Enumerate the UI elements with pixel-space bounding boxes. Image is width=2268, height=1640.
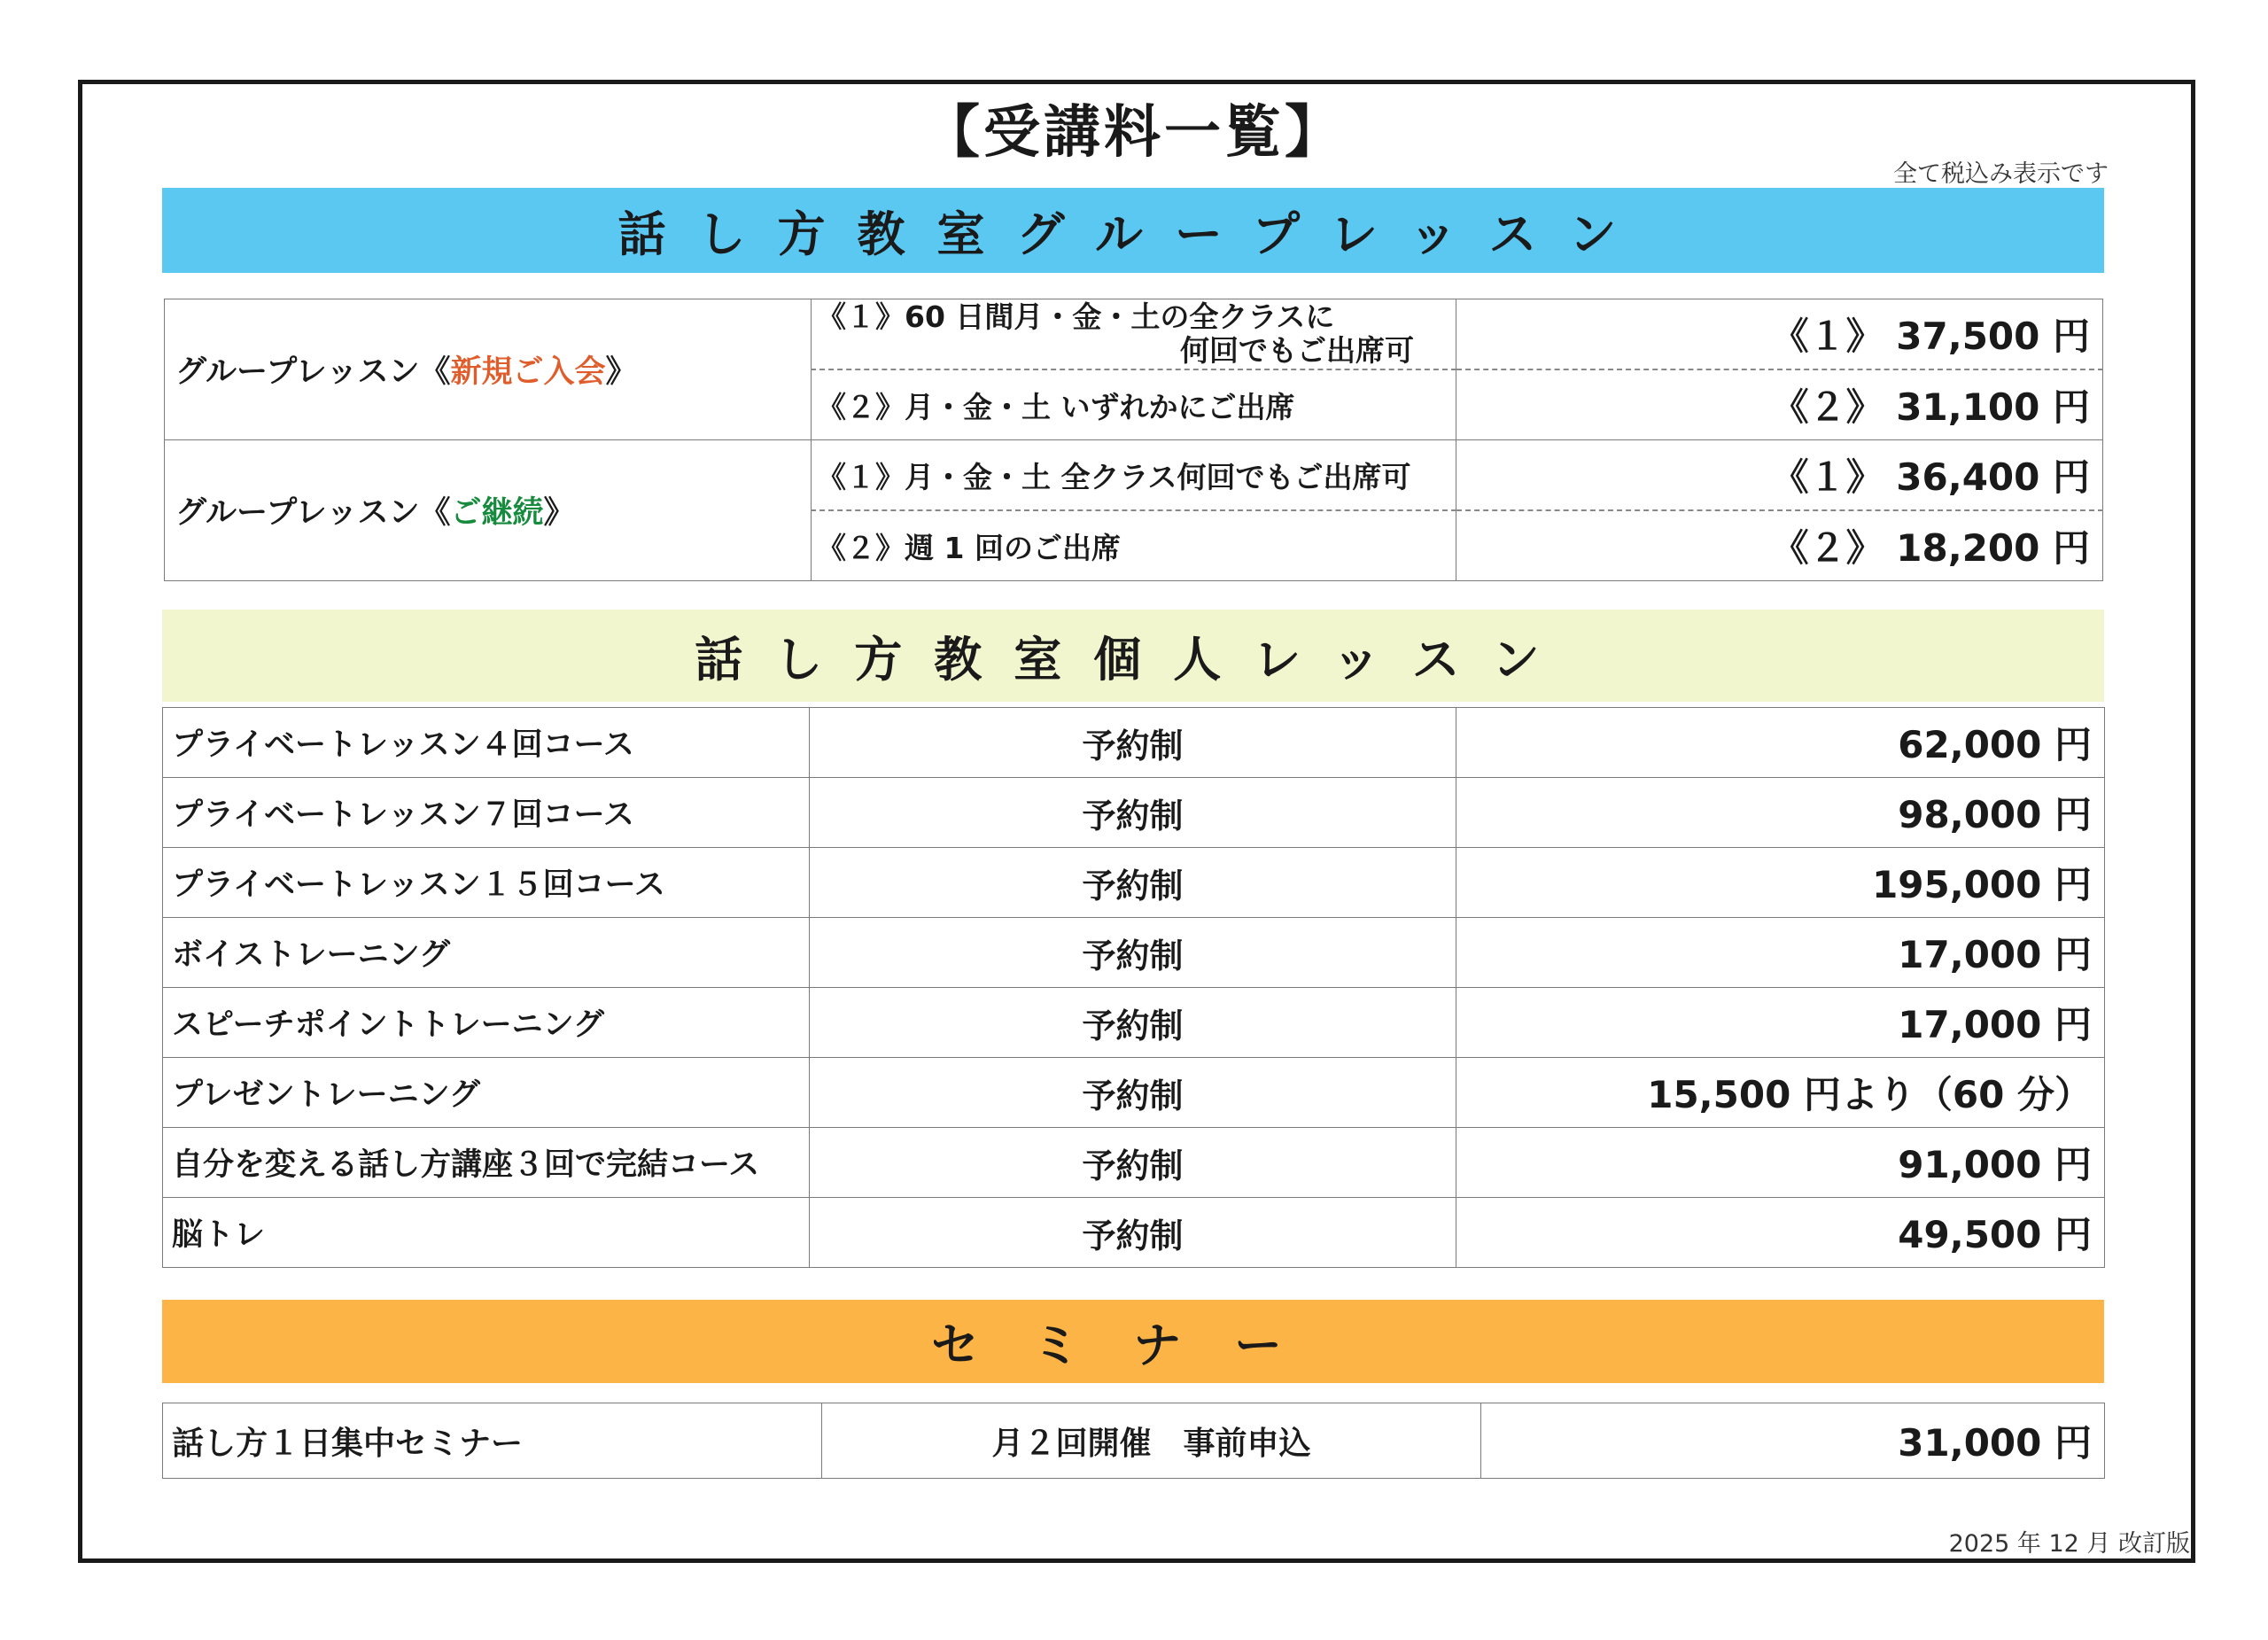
continue-member-label: ご継続	[450, 495, 544, 531]
table-row	[163, 988, 2105, 1058]
table-row	[165, 299, 2103, 370]
course-price: 15,500 円より（60 分）	[1456, 1058, 2105, 1128]
page-title: 【受講料一覧】	[923, 100, 1345, 166]
new-member-label: 新規ご入会	[450, 354, 606, 390]
course-name: ボイストレーニング	[163, 918, 810, 988]
course-name: プライベートレッスン４回コース	[163, 708, 810, 778]
group-new-option-2: 《２》月・金・土 いずれかにご出席	[812, 369, 1456, 440]
reservation-type: 予約制	[810, 988, 1456, 1058]
table-row	[163, 1403, 2105, 1479]
reservation-type: 予約制	[810, 918, 1456, 988]
reservation-type: 予約制	[810, 1058, 1456, 1128]
course-price: 17,000 円	[1456, 918, 2105, 988]
course-price: 62,000 円	[1456, 708, 2105, 778]
group-lesson-table	[164, 299, 2103, 581]
tax-note: 全て税込み表示です	[1893, 160, 2109, 188]
course-price: 195,000 円	[1456, 848, 2105, 918]
course-price: 17,000 円	[1456, 988, 2105, 1058]
table-row	[163, 848, 2105, 918]
course-name: スピーチポイントトレーニング	[163, 988, 810, 1058]
reservation-type: 予約制	[810, 848, 1456, 918]
reservation-type: 予約制	[810, 708, 1456, 778]
seminar-name: 話し方１日集中セミナー	[163, 1403, 822, 1479]
table-row	[163, 778, 2105, 848]
group-new-name: グループレッスン《新規ご入会》	[165, 299, 812, 440]
table-row	[165, 440, 2103, 511]
group-continue-price-1: 《１》 36,400 円	[1456, 440, 2103, 511]
group-continue-price-2: 《２》 18,200 円	[1456, 510, 2103, 581]
reservation-type: 予約制	[810, 1128, 1456, 1198]
individual-lesson-heading: 話し方教室個人レッスン	[162, 610, 2104, 702]
course-name: プレゼントレーニング	[163, 1058, 810, 1128]
course-name: 自分を変える話し方講座３回で完結コース	[163, 1128, 810, 1198]
seminar-heading: セミナー	[162, 1300, 2104, 1383]
seminar-price: 31,000 円	[1481, 1403, 2105, 1479]
course-name: 脳トレ	[163, 1198, 810, 1268]
table-row	[163, 1058, 2105, 1128]
group-lesson-heading: 話し方教室グループレッスン	[162, 188, 2104, 273]
revision-note: 2025 年 12 月 改訂版	[1948, 1530, 2190, 1558]
seminar-schedule: 月２回開催 事前申込	[822, 1403, 1481, 1479]
table-row	[163, 1128, 2105, 1198]
individual-lesson-table	[162, 707, 2105, 1268]
table-row	[163, 1198, 2105, 1268]
group-new-price-2: 《２》 31,100 円	[1456, 369, 2103, 440]
course-name: プライベートレッスン１５回コース	[163, 848, 810, 918]
course-name: プライベートレッスン７回コース	[163, 778, 810, 848]
group-continue-option-2: 《２》週 1 回のご出席	[812, 510, 1456, 581]
table-row	[163, 708, 2105, 778]
group-new-price-1: 《１》 37,500 円	[1456, 299, 2103, 370]
group-continue-option-1: 《１》月・金・土 全クラス何回でもご出席可	[812, 440, 1456, 511]
course-price: 91,000 円	[1456, 1128, 2105, 1198]
seminar-table	[162, 1403, 2105, 1479]
group-new-option-1: 《１》60 日間月・金・土の全クラスに 何回でもご出席可	[812, 299, 1456, 370]
group-continue-name: グループレッスン《ご継続》	[165, 440, 812, 581]
table-row	[163, 918, 2105, 988]
reservation-type: 予約制	[810, 778, 1456, 848]
course-price: 98,000 円	[1456, 778, 2105, 848]
course-price: 49,500 円	[1456, 1198, 2105, 1268]
reservation-type: 予約制	[810, 1198, 1456, 1268]
